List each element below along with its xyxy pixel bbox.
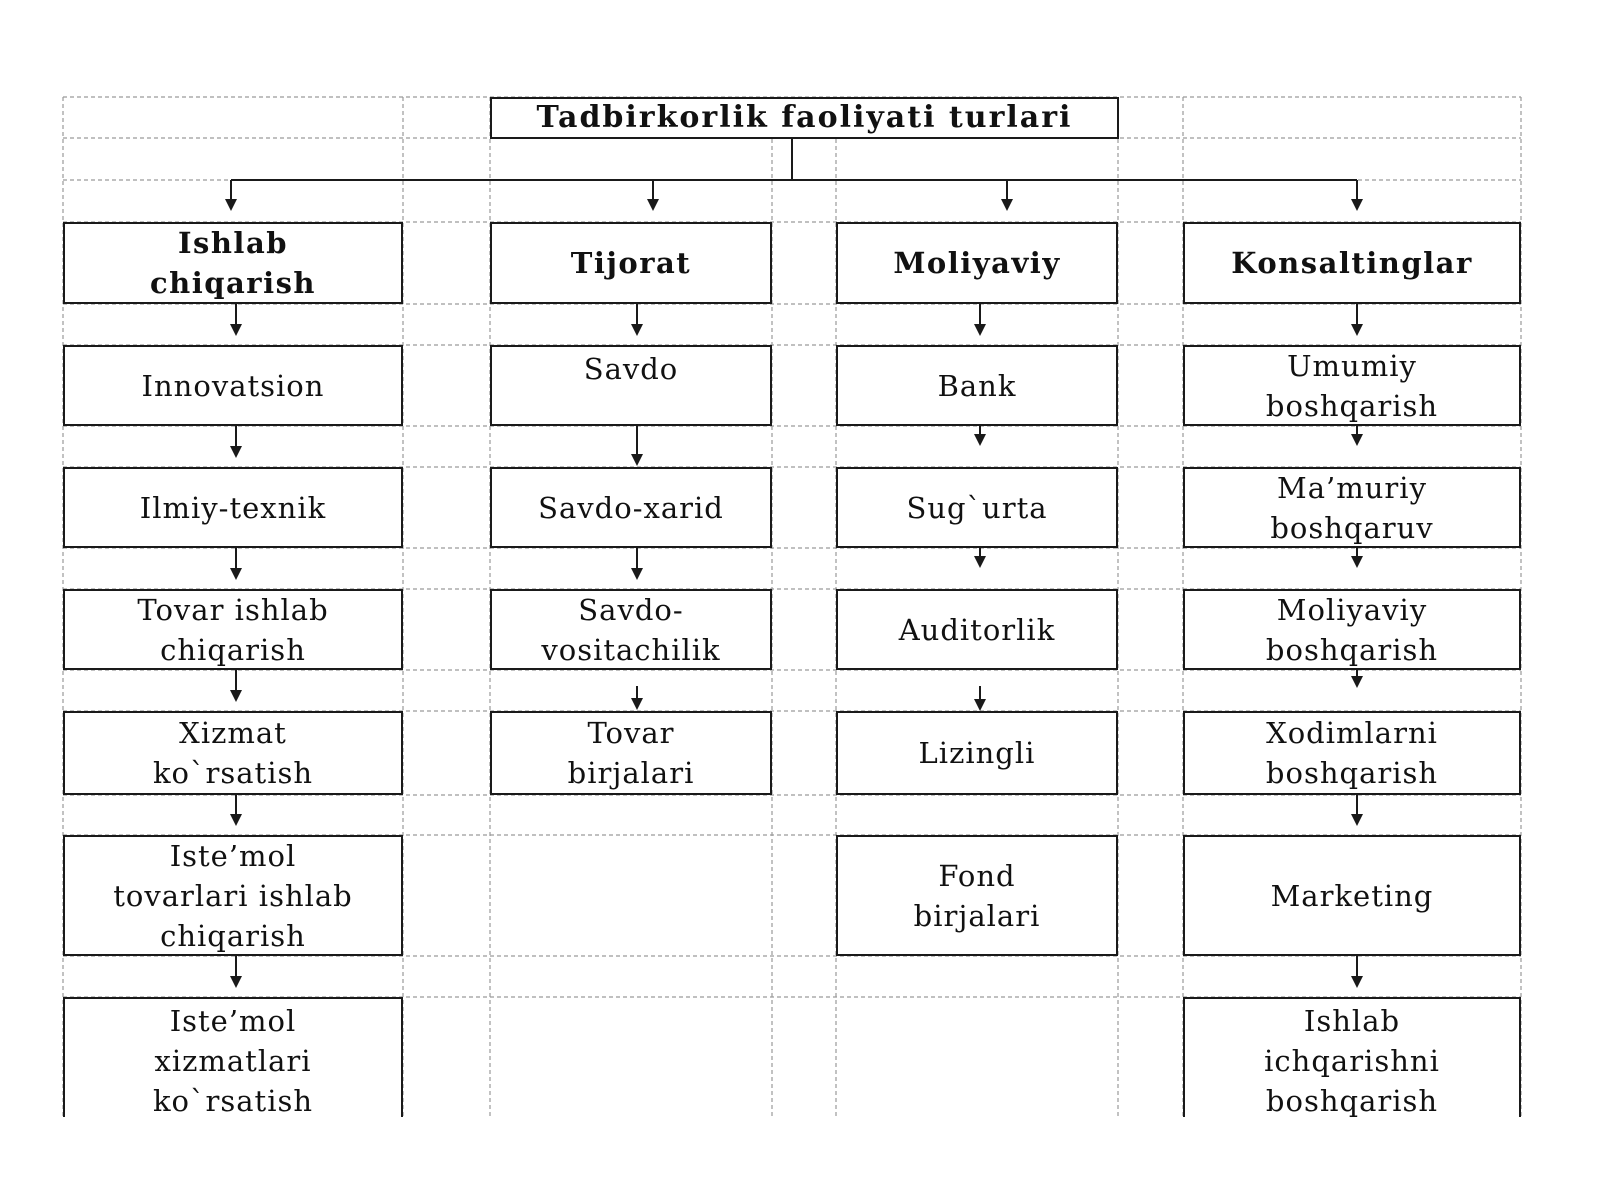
header-konsaltinglar: Konsaltinglar (1183, 222, 1521, 304)
arrow-col1-2-head (230, 568, 242, 580)
node-umumiy-boshqarish: Umumiy boshqarish (1183, 345, 1521, 426)
arrow-col3-2-head (974, 556, 986, 568)
node-xizmat-korsatish: Xizmat ko`rsatish (63, 711, 403, 795)
arrow-col2-2-head (631, 568, 643, 580)
node-savdo-vositachilik: Savdo- vositachilik (490, 589, 772, 670)
arrow-col2-3-head (631, 698, 643, 710)
node-savdo-xarid: Savdo-xarid (490, 467, 772, 548)
root-title-box: Tadbirkorlik faoliyati turlari (490, 97, 1119, 139)
arrow-col4-0-head (1351, 324, 1363, 336)
node-lizingli: Lizingli (836, 711, 1118, 795)
arrow-col4-5-head (1351, 976, 1363, 988)
arrow-root-col4-head (1351, 199, 1363, 211)
arrow-col1-4-head (230, 814, 242, 826)
header-moliyaviy: Moliyaviy (836, 222, 1118, 304)
node-bank: Bank (836, 345, 1118, 426)
header-tijorat: Tijorat (490, 222, 772, 304)
node-istemol-xizmatlari: Iste’mol xizmatlari ko`rsatish (63, 997, 403, 1117)
node-auditorlik: Auditorlik (836, 589, 1118, 670)
node-sugurta: Sug`urta (836, 467, 1118, 548)
arrow-col2-0-head (631, 324, 643, 336)
arrow-root-col3-head (1001, 199, 1013, 211)
node-tovar-birjalari: Tovar birjalari (490, 711, 772, 795)
node-marketing: Marketing (1183, 835, 1521, 956)
arrow-col1-0-head (230, 324, 242, 336)
node-istemol-tovarlari: Iste’mol tovarlari ishlab chiqarish (63, 835, 403, 956)
node-fond-birjalari: Fond birjalari (836, 835, 1118, 956)
node-ilmiy-texnik: Ilmiy-texnik (63, 467, 403, 548)
arrow-root-col2-head (647, 199, 659, 211)
node-ishlab-ichqarishni-boshqarish: Ishlab ichqarishni boshqarish (1183, 997, 1521, 1117)
arrow-root-col1-head (225, 199, 237, 211)
header-ishlab-chiqarish: Ishlab chiqarish (63, 222, 403, 304)
arrow-col1-1-head (230, 446, 242, 458)
arrow-col4-4-head (1351, 814, 1363, 826)
arrow-col1-3-head (230, 690, 242, 702)
arrow-col1-5-head (230, 976, 242, 988)
node-moliyaviy-boshqarish: Moliyaviy boshqarish (1183, 589, 1521, 670)
arrow-col3-1-head (974, 434, 986, 446)
arrow-col3-3-head (974, 699, 986, 711)
node-savdo: Savdo (490, 345, 772, 426)
arrow-col3-0-head (974, 324, 986, 336)
arrow-col4-3-head (1351, 676, 1363, 688)
arrow-col2-1-head (631, 454, 643, 466)
node-tovar-ishlab-chiqarish: Tovar ishlab chiqarish (63, 589, 403, 670)
arrow-col4-1-head (1351, 434, 1363, 446)
node-mamuriy-boshqaruv: Ma’muriy boshqaruv (1183, 467, 1521, 548)
arrow-col4-2-head (1351, 556, 1363, 568)
node-xodimlarni-boshqarish: Xodimlarni boshqarish (1183, 711, 1521, 795)
node-innovatsion: Innovatsion (63, 345, 403, 426)
